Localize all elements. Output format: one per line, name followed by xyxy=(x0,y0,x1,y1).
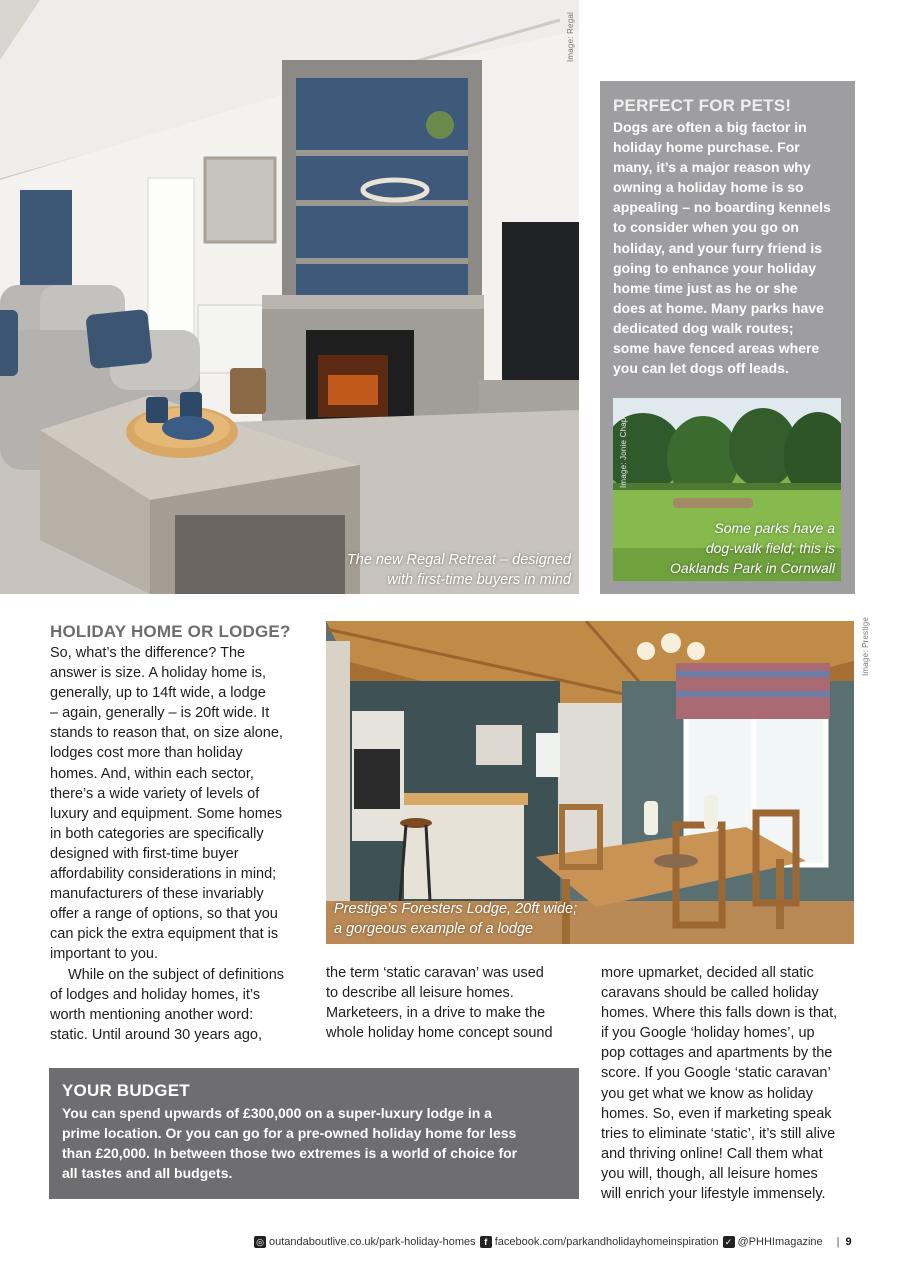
article-line: stands to reason that, on size alone, xyxy=(50,725,283,742)
pets-photo-caption xyxy=(670,518,835,578)
article-line: – again, generally – is 20ft wide. It xyxy=(50,705,270,722)
article-line: you get what we know as holiday xyxy=(601,1085,813,1102)
pets-line: to consider when you go on xyxy=(613,219,799,236)
pets-line: going to enhance your holiday xyxy=(613,259,817,276)
article-line: worth mentioning another word: xyxy=(50,1006,254,1023)
facebook-icon: f xyxy=(480,1236,492,1248)
footer-website-link[interactable]: outandaboutlive.co.uk/park-holiday-homes xyxy=(269,1236,476,1248)
lodge-kitchen-illustration xyxy=(326,621,854,944)
lodge-caption-line: a gorgeous example of a lodge xyxy=(334,921,534,937)
article-line: score. If you Google ‘static caravan’ xyxy=(601,1065,831,1082)
article-line: caravans should be called holiday xyxy=(601,985,819,1002)
pets-line: owning a holiday home is so xyxy=(613,179,804,196)
article-column-1 xyxy=(50,621,312,1045)
budget-line: You can spend upwards of £300,000 on a super-luxury lodge in a xyxy=(62,1105,492,1121)
article-line: generally, up to 14ft wide, a lodge xyxy=(50,685,266,702)
hero-image-credit: Image: Regal xyxy=(566,12,575,62)
footer-twitter-handle[interactable]: @PHHImagazine xyxy=(737,1236,823,1248)
footer-separator: | xyxy=(836,1236,840,1248)
article-line: of lodges and holiday homes, it’s xyxy=(50,986,261,1003)
article-line: will enrich your lifestyle immensely. xyxy=(601,1186,826,1203)
pets-body xyxy=(613,117,842,378)
budget-line: all tastes and all budgets. xyxy=(62,1165,233,1182)
budget-body xyxy=(62,1103,566,1183)
article-line: can pick the extra equipment that is xyxy=(50,926,279,943)
article-line: if you Google ‘holiday homes’, up xyxy=(601,1025,815,1042)
lodge-caption-line: Prestige’s Foresters Lodge, 20ft wide; xyxy=(334,901,578,917)
article-line: and thriving online! Call them what xyxy=(601,1145,823,1162)
pets-line: does at home. Many parks have xyxy=(613,299,824,316)
article-line: more upmarket, decided all static xyxy=(601,965,814,981)
article-line: Marketeers, in a drive to make the xyxy=(326,1005,546,1022)
article-line: offer a range of options, so that you xyxy=(50,906,278,923)
article-line: in both categories are specifically xyxy=(50,825,264,842)
article-line: lodges cost more than holiday xyxy=(50,745,243,762)
budget-box xyxy=(49,1068,579,1199)
pets-line: dedicated dog walk routes; xyxy=(613,319,794,336)
article-line: manufacturers of these invariably xyxy=(50,886,264,903)
article-line: to describe all leisure homes. xyxy=(326,985,514,1002)
article-line: important to you. xyxy=(50,946,158,963)
hero-caption xyxy=(347,550,571,590)
pets-heading: PERFECT FOR PETS! xyxy=(613,96,792,115)
article-line: you will, though, all leisure homes xyxy=(601,1165,818,1182)
lodge-photo xyxy=(326,621,854,944)
article-column-3 xyxy=(601,963,876,1204)
article-line: So, what’s the difference? The xyxy=(50,645,246,661)
article-line: pop cottages and apartments by the xyxy=(601,1045,833,1062)
page-number: 9 xyxy=(845,1236,852,1248)
article-line: there’s a wide variety of levels of xyxy=(50,785,260,802)
article-line: the term ‘static caravan’ was used xyxy=(326,965,544,981)
pets-line: appealing – no boarding kennels xyxy=(613,199,831,216)
budget-line: prime location. Or you can go for a pre-owned holiday home for less xyxy=(62,1125,517,1142)
article-line: tries to eliminate ‘static’, it’s still alive xyxy=(601,1125,836,1142)
twitter-icon: ✓ xyxy=(723,1236,735,1248)
pets-line: holiday home purchase. For xyxy=(613,139,800,156)
budget-line: than £20,000. In between those two extremes is a world of choice for xyxy=(62,1145,518,1162)
pets-line: many, it’s a major reason why xyxy=(613,159,811,176)
footer-facebook-link[interactable]: facebook.com/parkandholidayhomeinspiration xyxy=(494,1236,719,1248)
pets-caption-line: Oaklands Park in Cornwall xyxy=(670,560,835,576)
article-line: homes. Where this falls down is that, xyxy=(601,1005,838,1022)
article-line: affordability considerations in mind; xyxy=(50,866,277,883)
article-line: homes. So, even if marketing speak xyxy=(601,1105,832,1122)
article-line: answer is size. A holiday home is, xyxy=(50,665,266,682)
pets-caption-line: Some parks have a xyxy=(714,520,835,536)
article-paragraph-2 xyxy=(50,965,312,1045)
living-room-illustration xyxy=(0,0,579,594)
pets-sidebar-box xyxy=(600,81,855,594)
pets-line: home time just as he or she xyxy=(613,279,798,296)
pets-photo-credit: Image: Jonie Chapman xyxy=(619,401,628,488)
hero-caption-line: with first-time buyers in mind xyxy=(387,572,571,588)
article-line: static. Until around 30 years ago, xyxy=(50,1026,262,1043)
hero-caption-line: The new Regal Retreat – designed xyxy=(346,552,571,568)
article-line: whole holiday home concept sound xyxy=(326,1025,553,1042)
page-footer xyxy=(254,1234,852,1250)
pets-line: some have fenced areas where xyxy=(613,340,820,357)
article-line: homes. And, within each sector, xyxy=(50,765,254,782)
dog-walk-field-photo xyxy=(613,398,841,581)
pets-line: Dogs are often a big factor in xyxy=(613,119,807,135)
article-paragraph-1 xyxy=(50,643,312,965)
website-icon: ◎ xyxy=(254,1236,266,1248)
pets-caption-line: dog-walk field; this is xyxy=(705,540,835,556)
budget-heading: YOUR BUDGET xyxy=(62,1081,190,1100)
lodge-image-credit: Image: Prestige xyxy=(861,616,870,676)
article-heading: HOLIDAY HOME OR LODGE? xyxy=(50,622,291,641)
hero-photo xyxy=(0,0,579,594)
article-line: designed with first-time buyer xyxy=(50,845,239,862)
pets-line: you can let dogs off leads. xyxy=(613,360,789,377)
lodge-caption xyxy=(334,899,577,939)
article-line: While on the subject of definitions xyxy=(68,966,285,983)
pets-line: holiday, and your furry friend is xyxy=(613,239,822,256)
article-line: luxury and equipment. Some homes xyxy=(50,805,283,822)
article-column-2 xyxy=(326,963,588,1043)
